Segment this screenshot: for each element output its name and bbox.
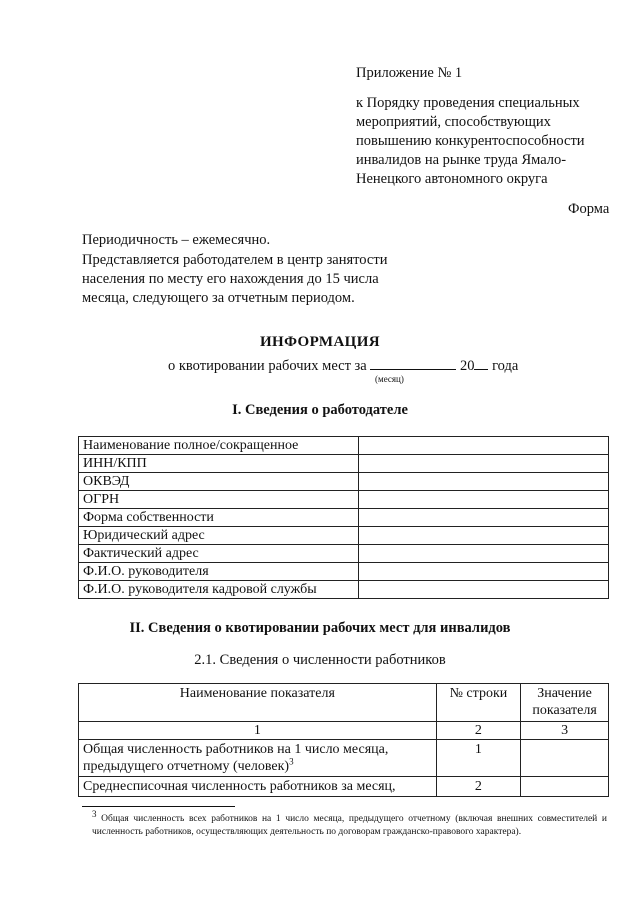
- form-label: Форма: [568, 201, 610, 217]
- table-row: [79, 545, 609, 563]
- row-label: ИНН/КПП: [79, 455, 359, 473]
- line-number: 2: [436, 777, 521, 797]
- section1-title: I. Сведения о работодателе: [232, 402, 408, 418]
- footnote-text: Общая численность всех работников на 1 число месяца, предыдущего отчетному (включая внешних совместителей и численность работников, осуществляющих деятельность по договорам гражданско-правового характера).: [92, 814, 607, 837]
- line-number: 1: [436, 740, 521, 777]
- row-label: Наименование полное/сокращенное: [79, 437, 359, 455]
- column-header: Наименование показателя: [79, 684, 437, 722]
- submission-text: Представляется работодателем в центр занятости населения по месту его нахождения до 15 числа месяца, следующего за отчетным периодом.: [82, 252, 388, 306]
- column-number: 2: [436, 722, 521, 740]
- row-value: [359, 527, 609, 545]
- month-note: (месяц): [375, 374, 404, 384]
- table-row: [79, 491, 609, 509]
- row-value: [359, 545, 609, 563]
- row-value: [359, 509, 609, 527]
- row-label: ОГРН: [79, 491, 359, 509]
- row-value: [359, 563, 609, 581]
- appendix-number: Приложение № 1: [356, 65, 463, 81]
- column-header: Значение показателя: [521, 684, 609, 722]
- footnote-ref: 3: [289, 756, 294, 767]
- row-label: ОКВЭД: [79, 473, 359, 491]
- document-subtitle: [168, 355, 518, 375]
- table-row: [79, 581, 609, 599]
- table-row: [79, 455, 609, 473]
- column-number: 3: [521, 722, 609, 740]
- document-title: ИНФОРМАЦИЯ: [259, 334, 381, 350]
- periodicity-text: Периодичность – ежемесячно.: [82, 232, 271, 248]
- indicator-name: [79, 740, 437, 777]
- subsection-title: 2.1. Сведения о численности работников: [194, 652, 446, 668]
- column-header: № строки: [436, 684, 521, 722]
- table-row: [79, 527, 609, 545]
- footnote-divider: [82, 806, 235, 807]
- row-value: [359, 491, 609, 509]
- year-blank: [474, 355, 488, 370]
- footnote: [92, 808, 607, 839]
- row-value: [359, 473, 609, 491]
- table-row: [79, 509, 609, 527]
- row-label: Фактический адрес: [79, 545, 359, 563]
- subtitle-suffix: года: [492, 358, 519, 374]
- workers-count-table: [78, 683, 609, 797]
- indicator-value: [521, 777, 609, 797]
- appendix-description: к Порядку проведения специальных мероприятий, способствующих повышению конкурентоспособности инвалидов на рынке труда Ямало-Ненецкого автономного округа: [356, 95, 585, 187]
- row-value: [359, 437, 609, 455]
- table-row: [79, 740, 609, 777]
- row-label: Форма собственности: [79, 509, 359, 527]
- table-row: [79, 437, 609, 455]
- row-value: [359, 581, 609, 599]
- row-label: Юридический адрес: [79, 527, 359, 545]
- table-row: [79, 563, 609, 581]
- employer-info-table: [78, 436, 609, 599]
- table-row: [79, 777, 609, 797]
- row-label: Ф.И.О. руководителя: [79, 563, 359, 581]
- month-blank: [370, 355, 456, 370]
- indicator-name: Среднесписочная численность работников за месяц,: [79, 777, 437, 797]
- row-label: Ф.И.О. руководителя кадровой службы: [79, 581, 359, 599]
- column-number: 1: [79, 722, 437, 740]
- subtitle-prefix: о квотировании рабочих мест за: [168, 358, 367, 374]
- footnote-marker: 3: [92, 808, 97, 819]
- indicator-value: [521, 740, 609, 777]
- indicator-text: Общая численность работников на 1 число месяца, предыдущего отчетному (человек): [83, 742, 389, 774]
- table-row: [79, 473, 609, 491]
- column-number-row: [79, 722, 609, 740]
- year-prefix: 20: [459, 358, 475, 374]
- row-value: [359, 455, 609, 473]
- section2-title: II. Сведения о квотировании рабочих мест для инвалидов: [129, 620, 511, 636]
- table-header-row: [79, 684, 609, 722]
